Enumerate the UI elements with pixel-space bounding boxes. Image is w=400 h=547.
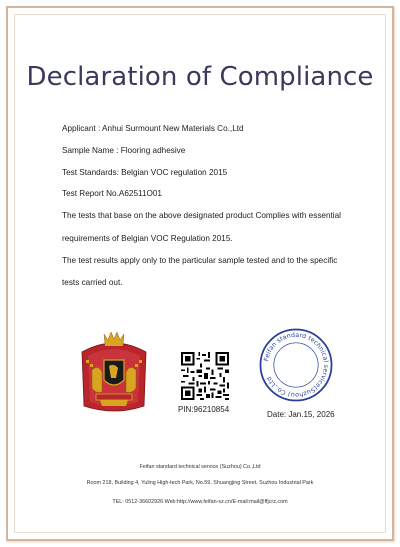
issue-date: Date: Jan.15, 2026 [267, 410, 335, 419]
compliance-statement-line-2: requirements of Belgian VOC Regulation 2015. [62, 234, 233, 243]
results-statement-line-2: tests carried out. [62, 278, 123, 287]
belgian-coat-of-arms-icon [78, 330, 150, 416]
test-report-line: Test Report No.A62511O01 [62, 189, 162, 198]
document-title: Declaration of Compliance [26, 62, 374, 92]
company-seal-icon [259, 328, 333, 402]
sample-name-line: Sample Name : Flooring adhesive [62, 146, 186, 155]
compliance-statement-line-1: The tests that base on the above designated product Complies with essential [62, 211, 341, 220]
footer-company: Feifan standard technical service (Suzhou) Co.,Ltd [139, 464, 261, 470]
footer-address: Room 218, Building 4, Yuling High-tech Park, No.59, Shuangjing Street, Suzhou Industrial Park [86, 480, 314, 486]
footer-contact: TEL: 0512-36602926 Web:http://www.feifan-sz.cn/E-mail:mail@ffjcrz.com [112, 499, 288, 505]
test-standards-line: Test Standards: Belgian VOC regulation 2015 [62, 168, 228, 177]
svg-text:Feifan standard technical serv: Feifan standard technical service(Suzhou) Co.,Ltd [263, 331, 330, 399]
results-statement-line-1: The test results apply only to the particular sample tested and to the specific [62, 256, 338, 265]
applicant-line: Applicant : Anhui Surmount New Materials Co.,Ltd [62, 124, 244, 133]
qr-code-icon [181, 352, 229, 400]
pin-number: PIN:96210854 [178, 405, 230, 414]
